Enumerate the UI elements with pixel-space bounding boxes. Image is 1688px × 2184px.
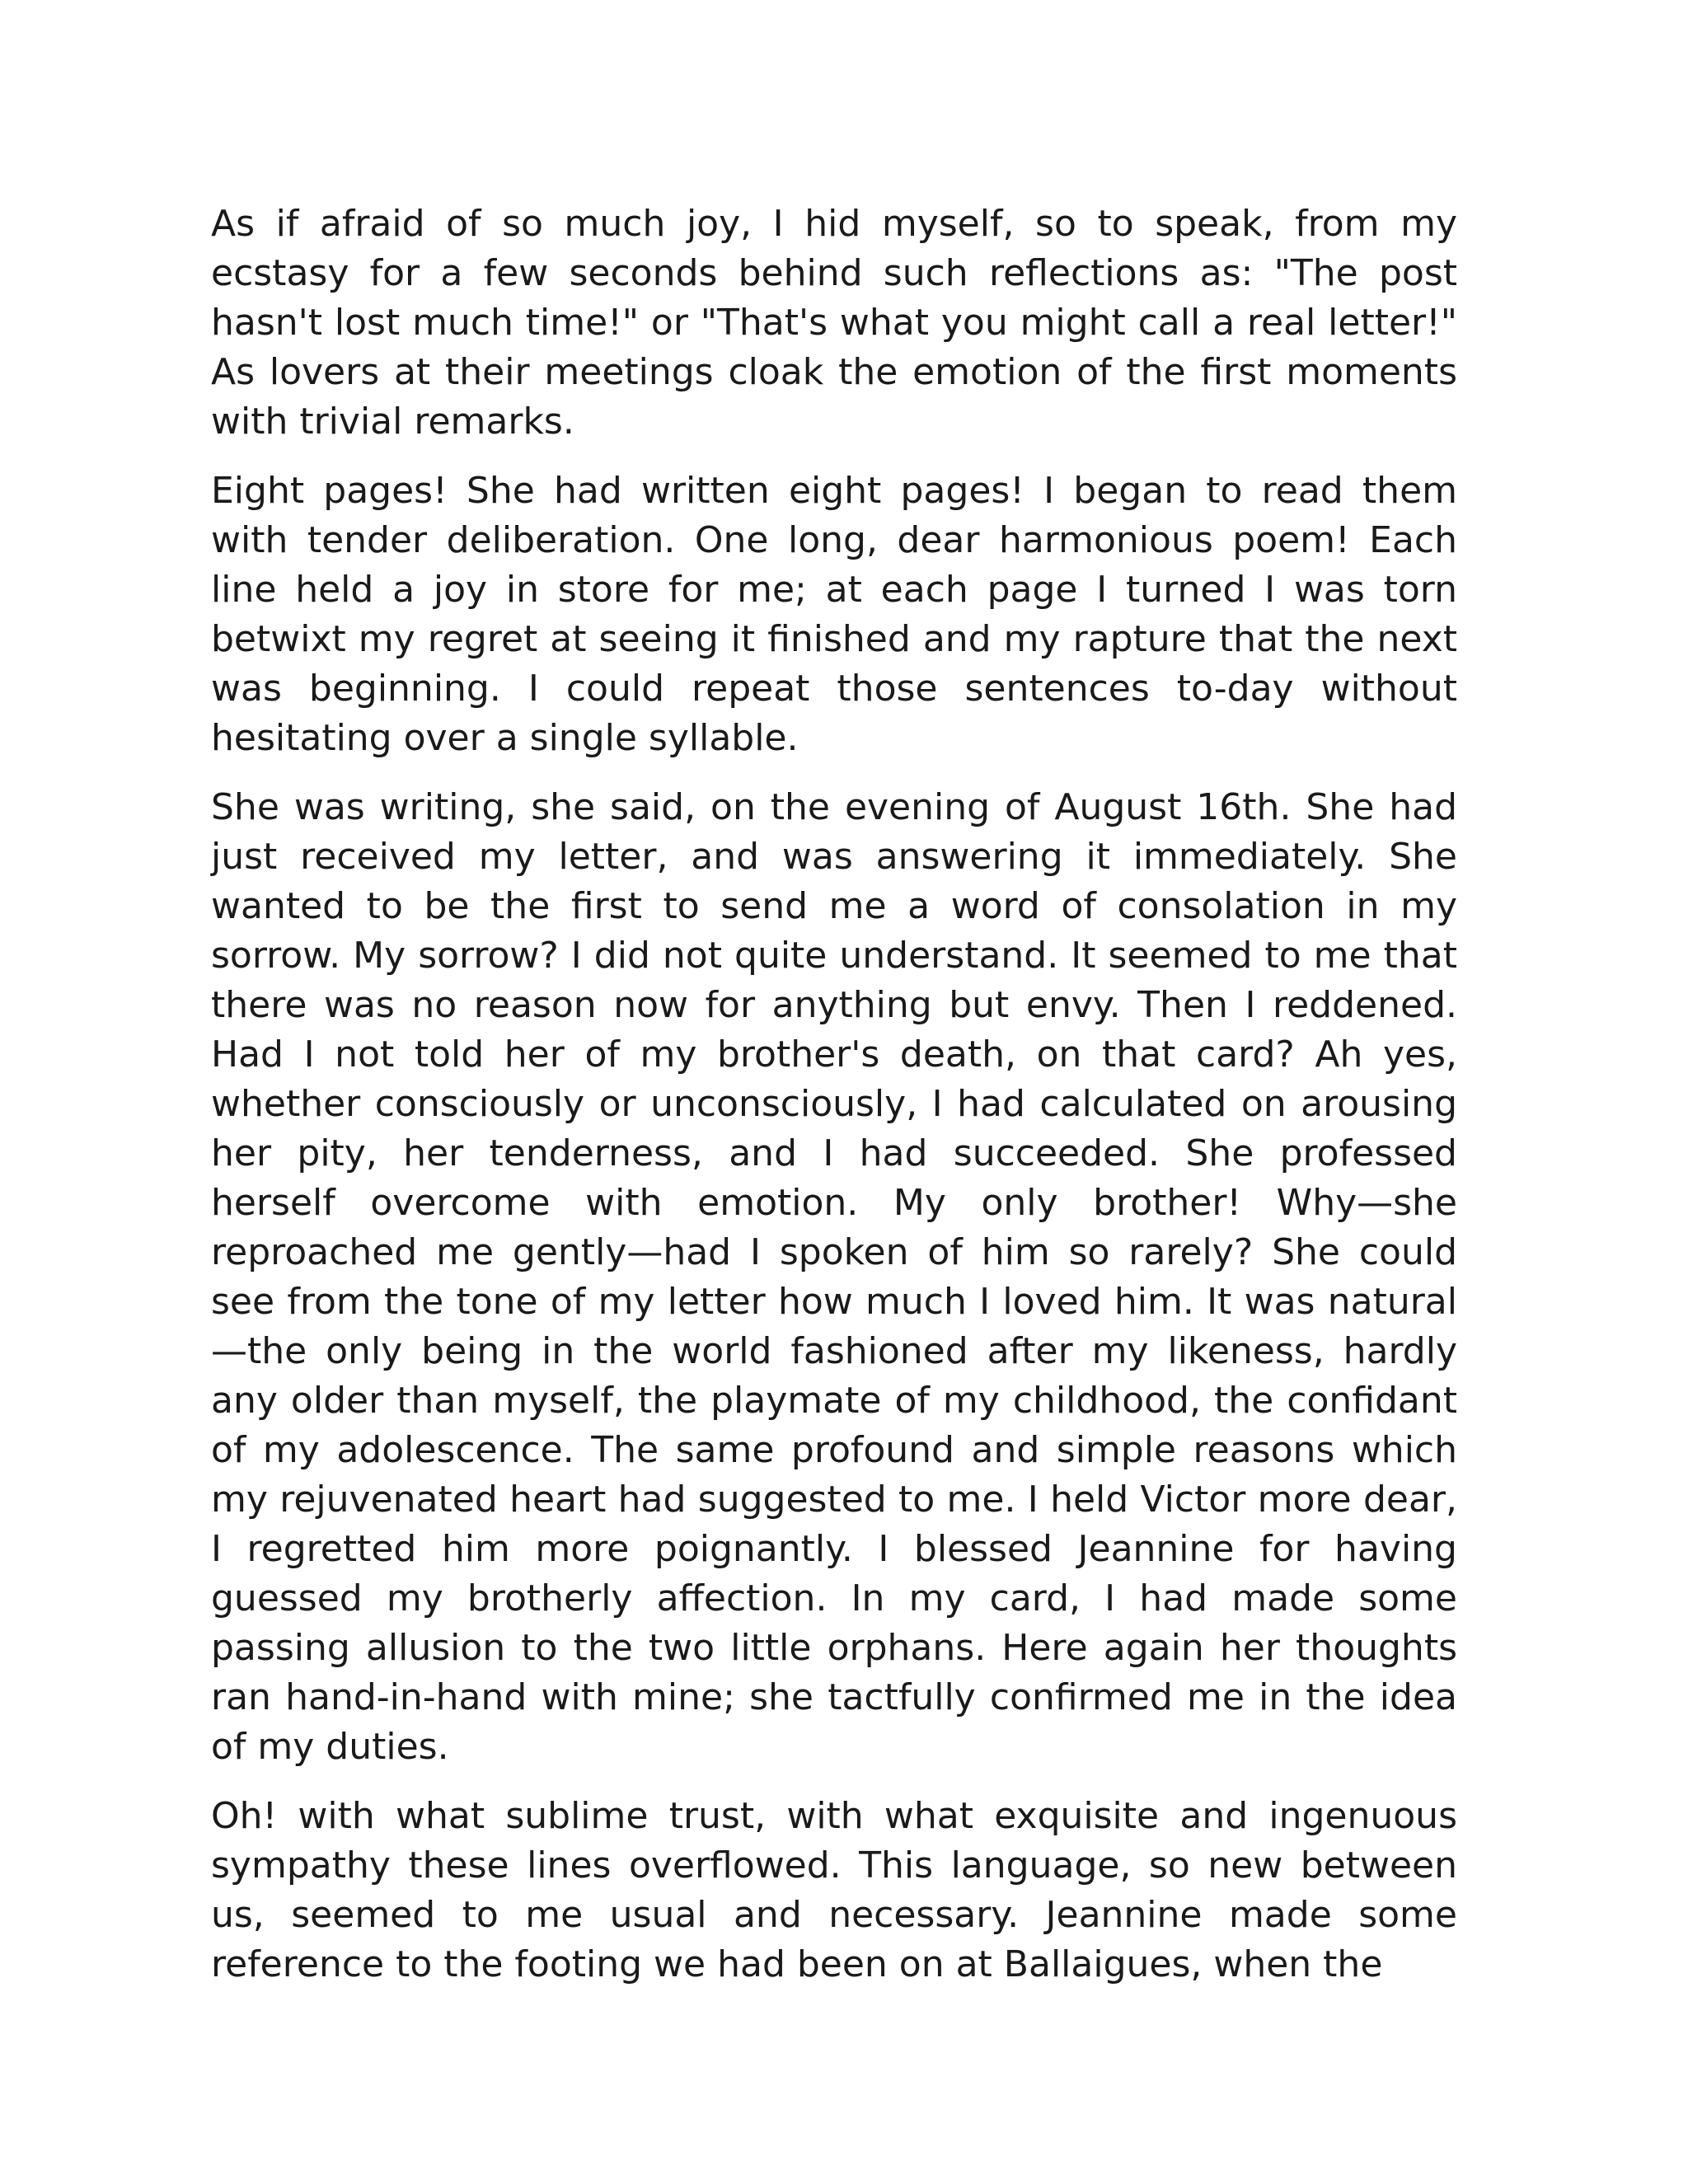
paragraph-4: Oh! with what sublime trust, with what exquisite and ingenuous sympathy these lines overflowed. This language, so new between us, seemed to me usual and necessary. Jeannine made some reference to the footing we had been on at Ballaigues, when the xyxy=(211,1795,1457,1985)
body-text xyxy=(211,199,1457,1990)
paragraph-3: She was writing, she said, on the evening of August 16th. She had just received my letter, and was answering it immediately. She wanted to be the first to send me a word of consolation in my sorrow. My sorrow? I did not quite understand. It seemed to me that there was no reason now for anything but envy. Then I reddened. Had I not told her of my brother's death, on that card? Ah yes, whether consciously or unconsciously, I had calculated on arousing her pity, her tenderness, and I had succeeded. She professed herself overcome with emotion. My only brother! Why—she reproached me gently—had I spoken of him so rarely? She could see from the tone of my letter how much I loved him. It was natural—the only being in the world fashioned after my likeness, hardly any older than myself, the playmate of my childhood, the confidant of my adolescence. The same profound and simple reasons which my rejuvenated heart had suggested to me. I held Victor more dear, I regretted him more poignantly. I blessed Jeannine for having guessed my brotherly affection. In my card, I had made some passing allusion to the two little orphans. Here again her thoughts ran hand-in-hand with mine; she tactfully confirmed me in the idea of my duties. xyxy=(211,786,1457,1768)
paragraph-2: Eight pages! She had written eight pages! I began to read them with tender deliberation. One long, dear harmonious poem! Each line held a joy in store for me; at each page I turned I was torn betwixt my regret at seeing it finished and my rapture that the next was beginning. I could repeat those sentences to-day without hesitating over a single syllable. xyxy=(211,470,1457,759)
paragraph-1: As if afraid of so much joy, I hid myself, so to speak, from my ecstasy for a few seconds behind such reflections as: "The post hasn't lost much time!" or "That's what you might call a real letter!" As lovers at their meetings cloak the emotion of the first moments with trivial remarks. xyxy=(211,203,1457,443)
